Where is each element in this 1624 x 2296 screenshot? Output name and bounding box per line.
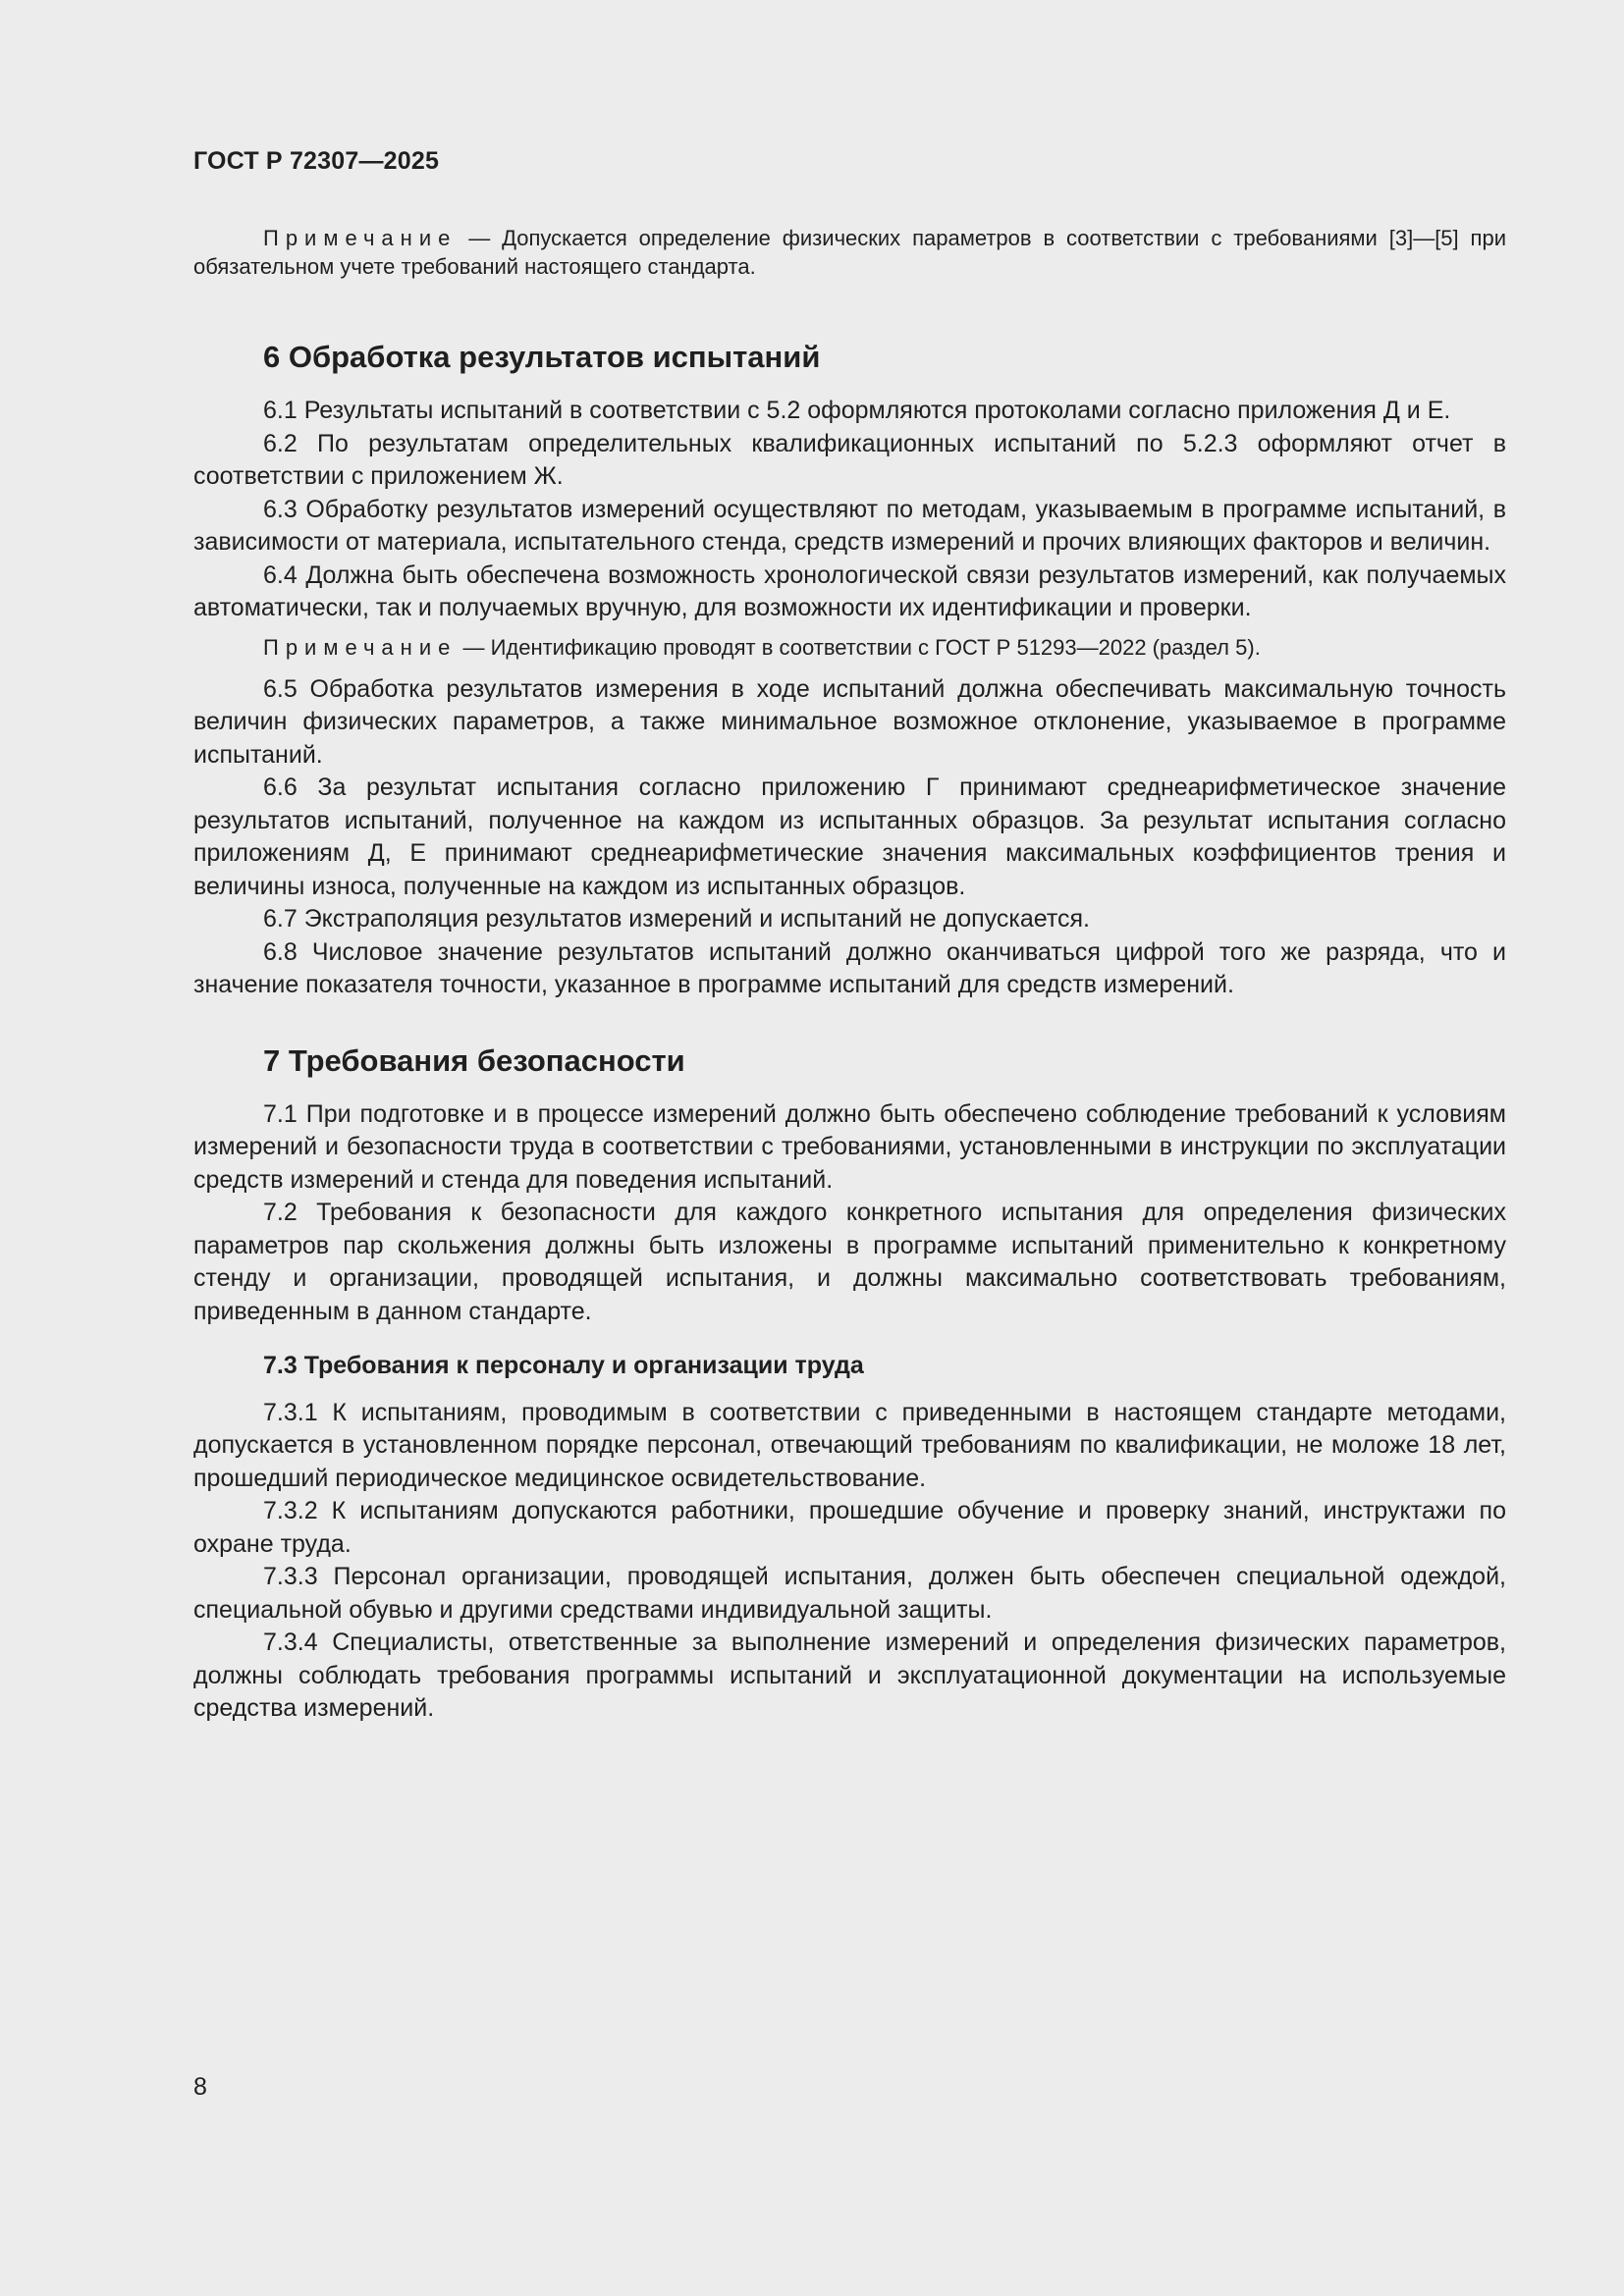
paragraph-7-3-3: 7.3.3 Персонал организации, проводящей испытания, должен быть обеспечен специальной одеждой, специальной обувью и другими средствами индивидуальной защиты.	[193, 1563, 1506, 1624]
document-body	[193, 224, 1506, 1726]
subsection-7-3-title: 7.3 Требования к персоналу и организации труда	[263, 1352, 864, 1379]
note-1-label: Примечание	[263, 226, 458, 250]
paragraph-7-3-2: 7.3.2 К испытаниям допускаются работники, прошедшие обучение и проверку знаний, инструктажи по охране труда.	[193, 1497, 1506, 1558]
paragraph-6-2: 6.2 По результатам определительных квалификационных испытаний по 5.2.3 оформляют отчет в соответствии с приложением Ж.	[193, 429, 1506, 490]
note-1-text: — Допускается определение физических параметров в соответствии с требованиями [3]—[5] при обязательном учете требований настоящего стандарта.	[193, 226, 1506, 279]
note-2-label: Примечание	[263, 634, 458, 660]
note-1	[193, 224, 1506, 281]
paragraph-7-3-4: 7.3.4 Специалисты, ответственные за выполнение измерений и определения физических параметров, должны соблюдать требования программы испытаний и эксплуатационной документации на используемые средства измерений.	[193, 1629, 1506, 1722]
paragraph-6-5: 6.5 Обработка результатов измерения в ходе испытаний должна обеспечивать максимальную точность величин физических параметров, а также минимальное возможное отклонение, указываемое в программе испытаний.	[193, 674, 1506, 769]
paragraph-6-4: 6.4 Должна быть обеспечена возможность хронологической связи результатов измерений, как получаемых автоматически, так и получаемых вручную, для возможности их идентификации и проверки.	[193, 561, 1506, 621]
note-2	[193, 633, 1506, 662]
paragraph-7-2: 7.2 Требования к безопасности для каждого конкретного испытания для определения физических параметров пар скольжения должны быть изложены в программе испытаний применительно к конкретному стенду и организации, проводящей испытания, и должны максимально соответствовать требованиям, приведенным в данном стандарте.	[193, 1199, 1506, 1325]
paragraph-6-3: 6.3 Обработку результатов измерений осуществляют по методам, указываемым в программе испытаний, в зависимости от материала, испытательного стенда, средств измерений и прочих влияющих факторов и величин.	[193, 495, 1506, 556]
paragraph-6-6: 6.6 За результат испытания согласно приложению Г принимают среднеарифметическое значение результатов испытаний, полученное на каждом из испытанных образцов. За результат испытания согласно приложениям Д, Е принимают среднеарифметические значения максимальных коэффициентов трения и величины износа, полученные на каждом из испытанных образцов.	[193, 774, 1506, 900]
paragraph-7-1: 7.1 При подготовке и в процессе измерений должно быть обеспечено соблюдение требований к условиям измерений и безопасности труда в соответствии с требованиями, установленными в инструкции по эксплуатации средств измерений и стенда для поведения испытаний.	[193, 1099, 1506, 1194]
document-header: ГОСТ Р 72307—2025	[193, 147, 440, 175]
paragraph-6-1: 6.1 Результаты испытаний в соответствии с 5.2 оформляются протоколами согласно приложения Д и Е.	[263, 397, 1451, 424]
note-2-text: — Идентификацию проводят в соответствии с ГОСТ Р 51293—2022 (раздел 5).	[457, 634, 1261, 660]
paragraph-7-3-1: 7.3.1 К испытаниям, проводимым в соответствии с приведенными в настоящем стандарте методами, допускается в установленном порядке персонал, отвечающий требованиям по квалификации, не моложе 18 лет, прошедший периодическое медицинское освидетельствование.	[193, 1398, 1506, 1492]
section-6-title: 6 Обработка результатов испытаний	[263, 340, 821, 374]
paragraph-6-8: 6.8 Числовое значение результатов испытаний должно оканчиваться цифрой того же разряда, что и значение показателя точности, указанное в программе испытаний для средств измерений.	[193, 937, 1506, 998]
section-7-title: 7 Требования безопасности	[263, 1042, 685, 1078]
page-number: 8	[193, 2073, 207, 2101]
paragraph-6-7: 6.7 Экстраполяция результатов измерений и испытаний не допускается.	[263, 905, 1090, 933]
